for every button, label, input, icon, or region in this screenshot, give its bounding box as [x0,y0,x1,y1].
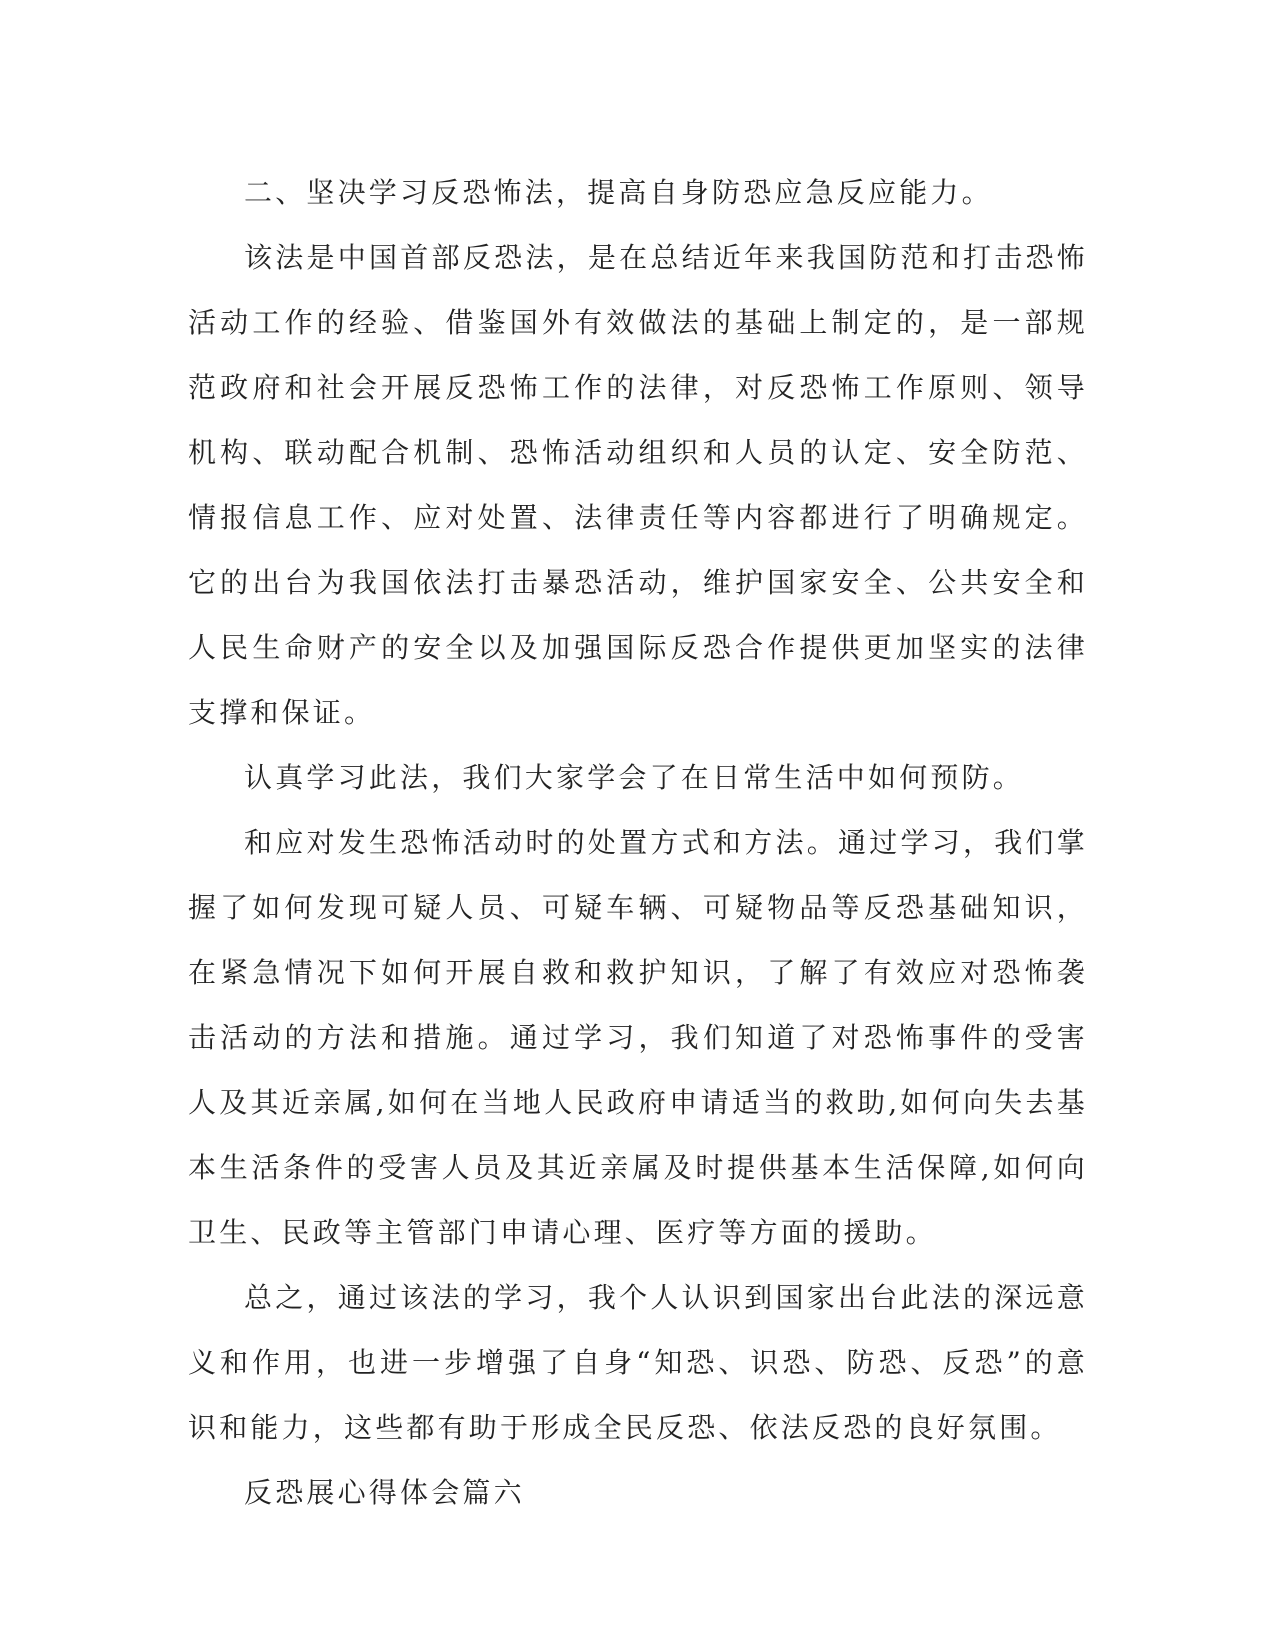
paragraph-conclusion: 总之，通过该法的学习，我个人认识到国家出台此法的深远意义和作用，也进一步增强了自身“知恐、识恐、防恐、反恐”的意识和能力，这些都有助于形成全民反恐、依法反恐的良好氛围。 [188,1281,1088,1444]
paragraph-response-methods: 和应对发生恐怖活动时的处置方式和方法。通过学习，我们掌握了如何发现可疑人员、可疑车辆、可疑物品等反恐基础知识，在紧急情况下如何开展自救和救护知识，了解了有效应对恐怖袭击活动的方法和措施。通过学习，我们知道了对恐怖事件的受害人及其近亲属,如何在当地人民政府申请适当的救助,如何向失去基本生活条件的受害人员及其近亲属及时提供基本生活保障,如何向卫生、民政等主管部门申请心理、医疗等方面的援助。 [188,826,1088,1249]
paragraph-law-overview: 该法是中国首部反恐法，是在总结近年来我国防范和打击恐怖活动工作的经验、借鉴国外有效做法的基础上制定的，是一部规范政府和社会开展反恐怖工作的法律，对反恐怖工作原则、领导机构、联动配合机制、恐怖活动组织和人员的认定、安全防范、情报信息工作、应对处置、法律责任等内容都进行了明确规定。它的出台为我国依法打击暴恐活动，维护国家安全、公共安全和人民生命财产的安全以及加强国际反恐合作提供更加坚实的法律支撑和保证。 [188,241,1088,729]
paragraph-study-prevention: 认真学习此法，我们大家学会了在日常生活中如何预防。 [244,761,1025,794]
section-heading: 二、坚决学习反恐怖法，提高自身防恐应急反应能力。 [244,176,993,209]
next-section-title: 反恐展心得体会篇六 [244,1476,525,1509]
document-body [188,160,1088,1525]
